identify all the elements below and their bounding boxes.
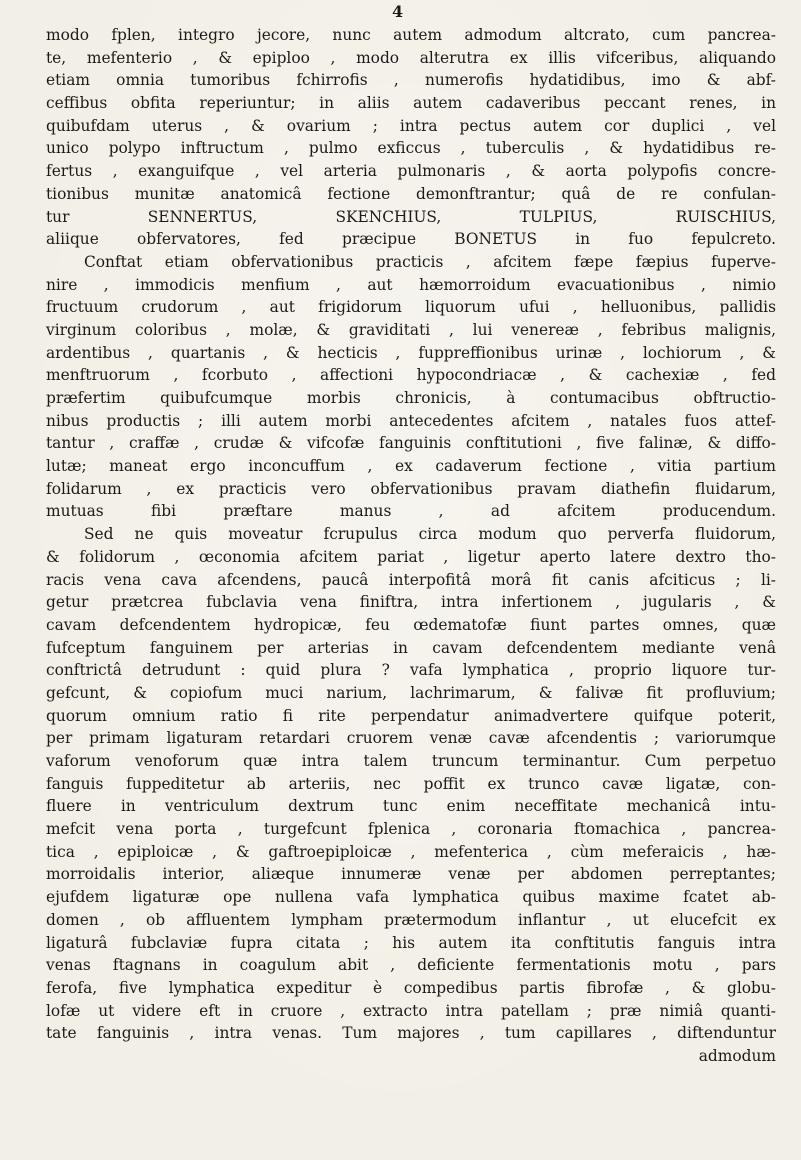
text-line: domen , ob affluentem lympham prætermodum inflantur , ut elucefcit ex	[46, 910, 776, 929]
text-line: aliique obfervatores, fed præcipue BONETUS in fuo fepulcreto.	[46, 230, 776, 249]
page-number: 4	[392, 2, 404, 21]
text-line: ferofa, five lymphatica expeditur è compedibus partis fibrofæ , & globu-	[46, 978, 776, 997]
text-line: tur SENNERTUS, SKENCHIUS, TULPIUS, RUISCHIUS,	[46, 207, 776, 226]
text-line: ceffibus obfita reperiuntur; in aliis autem cadaveribus peccant renes, in	[46, 94, 776, 113]
text-line: morroidalis interior, aliæque innumeræ venæ per abdomen perreptantes;	[46, 865, 776, 884]
text-line: nibus productis ; illi autem morbi antecedentes afcitem , natales fuos attef-	[46, 411, 776, 430]
text-line: mutuas fibi præftare manus , ad afcitem producendum.	[46, 502, 776, 521]
text-line: modo fplen, integro jecore, nunc autem admodum altcrato, cum pancrea-	[46, 26, 776, 44]
body-text	[46, 24, 776, 1068]
text-line: admodum	[698, 1046, 776, 1065]
text-line: Sed ne quis moveatur fcrupulus circa modum quo perverfa fluidorum,	[84, 525, 776, 544]
text-line: tantur , craffæ , crudæ & vifcofæ fanguinis conftitutioni , five falinæ, & diffo-	[46, 434, 776, 453]
text-line: gefcunt, & copiofum muci narium, lachrimarum, & falivæ fit profluvium;	[46, 683, 776, 702]
text-line: fluere in ventriculum dextrum tunc enim neceffitate mechanicâ intu-	[46, 797, 776, 816]
text-line: tica , epiploicæ , & gaftroepiploicæ , mefenterica , cùm meferaicis , hæ-	[46, 842, 776, 861]
text-line: venas ftagnans in coagulum abit , deficiente fermentationis motu , pars	[46, 956, 776, 975]
text-line: vaforum venoforum quæ intra talem truncum terminantur. Cum perpetuo	[46, 752, 776, 770]
text-line: ardentibus , quartanis , & hecticis , fuppreffionibus urinæ , lochiorum , &	[46, 343, 776, 362]
text-line: folidarum , ex practicis vero obfervationibus pravam diathefin fluidarum,	[46, 479, 776, 498]
text-line: fanguis fuppeditetur ab arteriis, nec poffit ex trunco cavæ ligatæ, con-	[46, 774, 776, 793]
text-line: menftruorum , fcorbuto , affectioni hypocondriacæ , & cachexiæ , fed	[46, 366, 776, 385]
text-line: & folidorum , œconomia afcitem pariat , ligetur aperto latere dextro tho-	[46, 547, 776, 566]
text-line: virginum coloribus , molæ, & graviditati , lui venereæ , febribus malignis,	[46, 320, 776, 339]
text-line: per primam ligaturam retardari cruorem venæ cavæ afcendentis ; variorumque	[46, 729, 776, 748]
text-line: mefcit vena porta , turgefcunt fplenica , coronaria ftomachica , pancrea-	[46, 820, 776, 839]
text-line: etiam omnia tumoribus fchirrofis , numerofis hydatidibus, imo & abf-	[46, 71, 776, 90]
text-line: quorum omnium ratio fi rite perpendatur animadvertere quifque poterit,	[46, 706, 776, 725]
text-line: cavam defcendentem hydropicæ, feu œdematofæ fiunt partes omnes, quæ	[46, 615, 776, 634]
text-line: getur prætcrea fubclavia vena finiftra, intra infertionem , jugularis , &	[46, 593, 776, 612]
text-line: fructuum crudorum , aut frigidorum liquorum ufui , helluonibus, pallidis	[46, 298, 776, 317]
text-line: lutæ; maneat ergo inconcuffum , ex cadaverum fectione , vitia partium	[46, 457, 776, 476]
text-line: conftrictâ detrudunt : quid plura ? vafa lymphatica , proprio liquore tur-	[46, 661, 776, 680]
text-line: nire , immodicis menfium , aut hæmorroidum evacuationibus , nimio	[46, 275, 776, 294]
text-line: lofæ ut videre eft in cruore , extracto intra patellam ; præ nimiâ quanti-	[46, 1001, 776, 1020]
text-line: racis vena cava afcendens, paucâ interpofitâ morâ fit canis afciticus ; li-	[46, 570, 776, 589]
text-line: fufceptum fanguinem per arterias in cavam defcendentem mediante venâ	[46, 638, 776, 657]
text-line: quibufdam uterus , & ovarium ; intra pectus autem cor duplici , vel	[46, 116, 776, 135]
text-line: ejufdem ligaturæ ope nullena vafa lymphatica quibus maxime fcatet ab-	[46, 888, 776, 907]
text-line: unico polypo inftructum , pulmo exficcus , tuberculis , & hydatidibus re-	[46, 139, 776, 158]
text-line: tionibus munitæ anatomicâ fectione demonftrantur; quâ de re confulan-	[46, 184, 776, 203]
text-line: præfertim quibufcumque morbis chronicis, à contumacibus obftructio-	[46, 389, 776, 407]
text-line: Conftat etiam obfervationibus practicis , afcitem fæpe fæpius fuperve-	[84, 252, 776, 271]
text-line: fertus , exanguifque , vel arteria pulmonaris , & aorta polypofis concre-	[46, 162, 776, 181]
text-line: tate fanguinis , intra venas. Tum majores , tum capillares , diftenduntur	[46, 1024, 776, 1043]
text-line: te, mefenterio , & epiploo , modo alterutra ex illis vifceribus, aliquando	[46, 48, 776, 67]
text-line: ligaturâ fubclaviæ fupra citata ; his autem ita conftitutis fanguis intra	[46, 933, 776, 952]
